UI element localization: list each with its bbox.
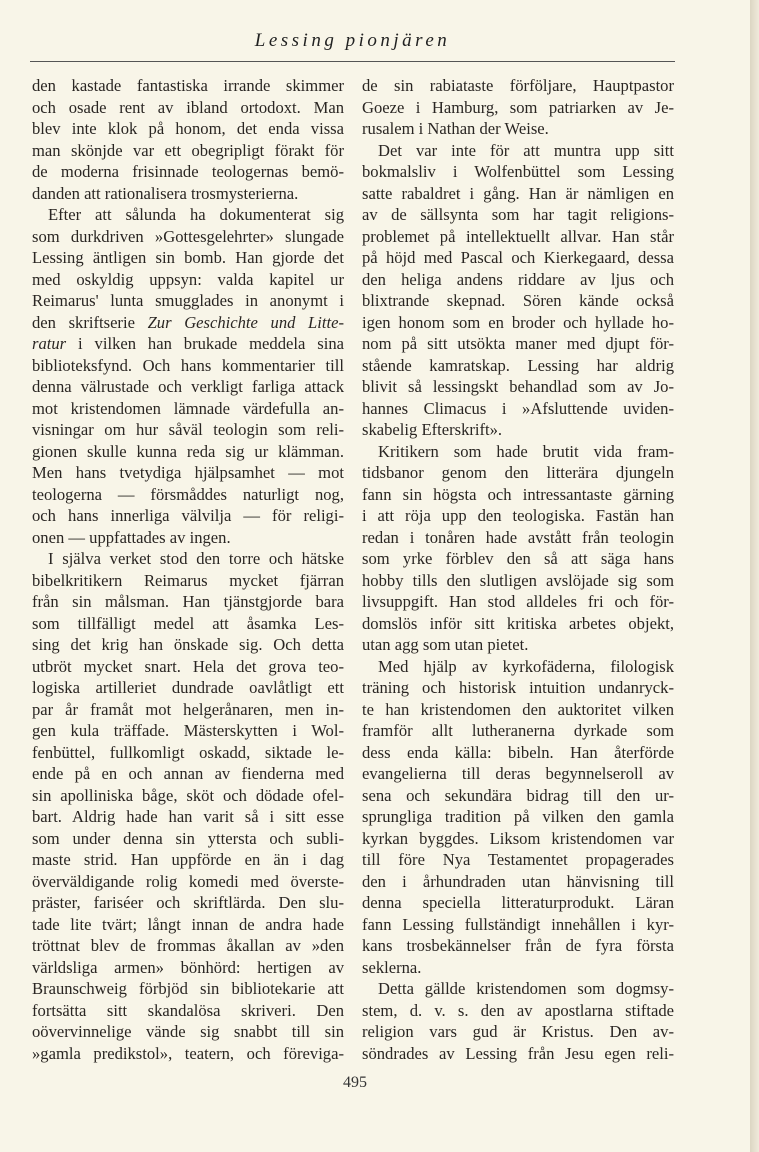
text-line: utbröt mycket snart. Hela det grova teo- <box>32 656 344 676</box>
text-line: kyrkan byggdes. Liksom kristendomen var <box>362 828 674 848</box>
text-line: bart. Aldrig hade han varit så i sitt esse <box>32 807 344 826</box>
text-line: som tillfälligt medel att åsamka Les- <box>32 613 344 633</box>
text-line: utan agg som utan pietet. <box>362 635 529 654</box>
text-line: sin apolliniska båge, sköt och dödade ofel- <box>32 785 344 805</box>
text-line: den heliga andens riddare av ljus och <box>362 269 674 289</box>
text-line: Goeze i Hamburg, som patriarken av Je- <box>362 97 674 117</box>
text-line: den i århundraden utan hänvisning till <box>362 871 674 891</box>
text-line: redan i tonåren hade avstått från teologin <box>362 527 674 547</box>
text-line: mot kristendomen lämnade värdefulla an- <box>32 398 344 418</box>
text-line: tade lite tvärt; långt innan de andra hade <box>32 914 344 934</box>
text-line: Efter att sålunda ha dokumenterat sig <box>48 205 344 224</box>
text-line: seklerna. <box>362 957 422 977</box>
text-line: »gamla predikstol», teatern, och föreviga- <box>32 1043 344 1063</box>
page-number: 495 <box>343 1074 367 1091</box>
text-line <box>32 312 344 334</box>
text-line: evangelierna till deras begynnelseroll av <box>362 764 674 783</box>
text-line: Med hjälp av kyrkofäderna, filologisk <box>378 656 674 676</box>
running-head: Lessing pionjären <box>254 30 451 51</box>
text-line: blev inte klok på honom, det enda vissa <box>32 119 344 138</box>
text-line: präster, fariséer och skriftlärda. Den slu- <box>32 893 344 912</box>
text-line: som durkdriven »Gottesgelehrter» slungade <box>32 226 344 246</box>
text-line: Lessing äntligen sin bomb. Han gjorde det <box>32 248 344 267</box>
text-line: och osade rent av ibland ortodoxt. Man <box>32 97 344 117</box>
text-line: sprungliga tradition på vilken den gamla <box>362 807 674 826</box>
page-edge <box>750 0 759 1152</box>
text-line: och hans innerliga välvilja — för religi- <box>32 506 344 525</box>
text-line: visningar om hur såväl teologin som reli- <box>32 420 344 439</box>
text-line: maste strid. Han uppförde en än i dag <box>32 850 344 869</box>
text-column-right <box>362 75 674 1064</box>
text-line: bibelkritikern Reimarus mycket fjärran <box>32 570 344 590</box>
text-line: skabelig Efterskrift». <box>362 420 503 439</box>
line-text: den skriftserie <box>32 312 148 332</box>
text-line: te han kristendomen den auktoritet vilken <box>362 699 674 719</box>
text-line: på höjd med Pascal och Kierkegaard, dessa <box>362 248 674 267</box>
header-rule <box>30 61 675 62</box>
text-line: fenbüttel, fullkomligt oskadd, siktade le- <box>32 742 344 762</box>
text-line: som yrke förblev den så att säga hans <box>362 549 674 568</box>
text-line: dess enda källa: bibeln. Han återförde <box>362 742 674 762</box>
text-line: rusalem i Nathan der Weise. <box>362 119 549 138</box>
text-line: blivit så lessingskt behandlad som av Jo- <box>362 377 674 396</box>
text-line: onen — uppfattades av ingen. <box>32 527 231 547</box>
text-line: nom på sitt utsökta maner med djupt för- <box>362 334 674 353</box>
text-line: religion vars gud är Kristus. Den av- <box>362 1022 674 1041</box>
text-line: de moderna frisinnade teologernas bemö- <box>32 162 344 181</box>
text-line: sena och sekundära bidrag till den ur- <box>362 785 674 805</box>
text-line: fortsätta sitt skandalösa skriveri. Den <box>32 1000 344 1020</box>
text-line: sing det krig han önskade sig. Och detta <box>32 635 344 654</box>
text-line: söndrades av Lessing från Jesu egen reli- <box>362 1043 674 1063</box>
text-line: igen honom som en broder och hyllade ho- <box>362 312 674 332</box>
text-line: Det var inte för att muntra upp sitt <box>378 140 674 160</box>
text-line: teologerna — försmåddes naturligt nog, <box>32 484 344 504</box>
line-text: i vilken han brukade meddela sina <box>66 334 344 353</box>
text-line: par år framåt mot helgerånaren, men in- <box>32 699 344 719</box>
text-line: ende på en och annan av fienderna med <box>32 764 344 783</box>
text-line: logiska artilleriet dundrade oavlåtligt ett <box>32 678 344 697</box>
text-line: man skönjde var ett obegripligt förakt för <box>32 140 344 160</box>
text-line: de sin rabiataste förföljare, Hauptpastor <box>362 76 674 95</box>
text-line: stem, d. v. s. den av apostlarna stiftade <box>362 1000 674 1020</box>
text-line: danden att rationalisera trosmysterierna. <box>32 183 299 203</box>
text-line: denna välrustade och verkligt farliga attack <box>32 377 344 396</box>
text-line: domslös inför sitt kritiska arbetes objekt, <box>362 613 674 633</box>
text-line: bokmalsliv i Wolfenbüttel som Lessing <box>362 162 674 181</box>
text-line: Reimarus' lunta smugglades in anonymt i <box>32 291 344 310</box>
text-line: hobby tills den slutligen avslöjade sig som <box>362 570 674 590</box>
text-line: av de sällsynta som har tagit religions- <box>362 205 674 224</box>
text-line: I själva verket stod den torre och hätske <box>48 549 344 568</box>
text-line: blixtrande skepnad. Sören kände också <box>362 291 674 310</box>
text-line: gionen skulle kunna reda sig ur klämman. <box>32 441 344 461</box>
text-column-left <box>32 75 344 1064</box>
text-line: den kastade fantastiska irrande skimmer <box>32 76 344 95</box>
text-line: från sin målsman. Han tjänstgjorde bara <box>32 592 344 611</box>
text-line: världsliga armen» bönhörd: hertigen av <box>32 957 344 977</box>
text-line: kans trosbekännelser från de fyra första <box>362 936 674 955</box>
text-line: livsuppgift. Han stod alldeles fri och för- <box>362 592 674 611</box>
text-line: fann sin högsta och intressantaste gärning <box>362 484 674 504</box>
text-line: tröttnat blev de frommas åkallan av »den <box>32 936 344 955</box>
text-line: Detta gällde kristendomen som dogmsy- <box>378 979 674 998</box>
text-line: denna speciella litteraturprodukt. Läran <box>362 893 674 912</box>
text-line: stående kamratskap. Lessing har aldrig <box>362 355 674 375</box>
text-line: tidsbanor genom den litterära djungeln <box>362 463 674 482</box>
text-line: i att röja upp den teologiska. Fastän han <box>362 506 674 525</box>
text-line: som under denna sin yttersta och subli- <box>32 828 344 848</box>
text-line: framför allt lutheranerna dyrkade som <box>362 721 674 740</box>
text-line: hannes Climacus i »Afsluttende uviden- <box>362 398 674 418</box>
text-line: fann Lessing fullständigt innehållen i kyr- <box>362 914 674 934</box>
text-line: till före Nya Testamentet propagerades <box>362 850 674 869</box>
text-line: överväldigande rolig komedi med överste- <box>32 871 344 891</box>
text-line: oövervinnelige vände sig snabbt till sin <box>32 1022 344 1041</box>
italic-title-text: Zur Geschichte und Litte- <box>147 312 344 332</box>
text-line <box>32 333 344 355</box>
text-line: gen kula träffade. Mästerskytten i Wol- <box>32 721 344 740</box>
text-line: Braunschweig förbjöd sin bibliotekarie att <box>32 979 344 998</box>
text-line: Kritikern som hade brutit vida fram- <box>378 441 674 461</box>
text-line: träning och historisk intuition undanryck- <box>362 678 674 697</box>
text-line: problemet på intellektuellt allvar. Han står <box>362 226 674 246</box>
italic-title-text: ratur <box>32 334 67 353</box>
text-line: med oskyldig uppsyn: valda kapitel ur <box>32 269 344 289</box>
text-line: Men hans tvetydiga hjälpsamhet — mot <box>32 463 344 482</box>
text-line: satte rabaldret i gång. Han är nämligen en <box>362 183 674 203</box>
text-line: biblioteksfynd. Och hans kommentarier till <box>32 355 344 375</box>
